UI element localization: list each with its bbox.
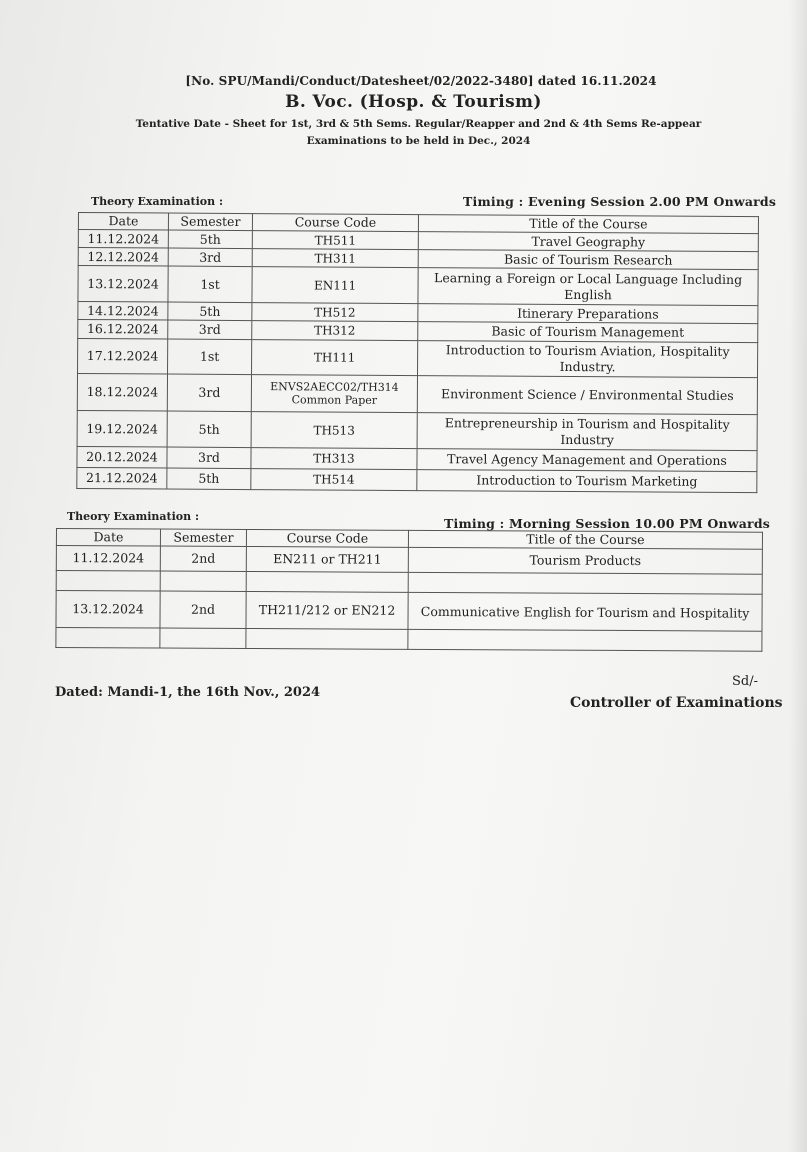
course-code: TH211/212 or EN212 xyxy=(246,591,408,629)
exam-date: 18.12.2024 xyxy=(77,374,167,412)
course-code: TH312 xyxy=(252,321,418,341)
table-row xyxy=(77,374,757,415)
exam-date: 11.12.2024 xyxy=(78,230,168,249)
course-code: EN111 xyxy=(252,267,418,304)
evening-timing: Timing : Evening Session 2.00 PM Onwards xyxy=(463,194,777,209)
table-row xyxy=(78,339,758,378)
table-row xyxy=(56,628,762,652)
date-sheet-subtitle: Tentative Date - Sheet for 1st, 3rd & 5th Sems. Regular/Reapper and 2nd & 4th Sems Re-appear xyxy=(135,118,702,130)
exam-date xyxy=(56,571,160,592)
table-row xyxy=(56,546,762,575)
course-code: TH512 xyxy=(252,303,418,322)
exam-date: 19.12.2024 xyxy=(77,410,167,447)
course-code: TH513 xyxy=(251,412,417,449)
page-shadow xyxy=(789,0,807,1152)
column-header: Course Code xyxy=(246,529,408,547)
exam-date: 20.12.2024 xyxy=(77,446,167,468)
evening-exam-table xyxy=(76,212,759,493)
exam-date: 11.12.2024 xyxy=(56,546,160,572)
column-header: Date xyxy=(78,213,168,231)
course-title: Travel Agency Management and Operations xyxy=(417,449,757,472)
morning-exam-table xyxy=(55,528,763,652)
course-title xyxy=(408,629,762,651)
table-row xyxy=(56,591,762,632)
course-title: Learning a Foreign or Local Language Including English xyxy=(418,268,758,306)
column-header: Title of the Course xyxy=(418,215,758,234)
course-title: Travel Geography xyxy=(418,232,758,252)
column-header: Semester xyxy=(168,213,252,231)
course-code: EN211 or TH211 xyxy=(246,546,408,572)
column-header: Date xyxy=(56,529,160,547)
course-title: Basic of Tourism Management xyxy=(418,322,758,343)
semester: 5th xyxy=(167,411,251,448)
column-header: Semester xyxy=(160,529,246,546)
exam-date: 21.12.2024 xyxy=(77,467,167,489)
semester: 2nd xyxy=(160,546,246,571)
semester: 3rd xyxy=(167,374,251,412)
column-header: Course Code xyxy=(252,214,418,232)
semester xyxy=(160,571,246,591)
document-header xyxy=(0,74,807,147)
exam-date: 12.12.2024 xyxy=(78,248,168,267)
exam-date xyxy=(56,628,160,649)
semester: 1st xyxy=(168,266,252,303)
exam-date: 16.12.2024 xyxy=(78,320,168,340)
evening-section-label: Theory Examination : xyxy=(91,195,224,208)
semester: 5th xyxy=(167,468,251,490)
course-code xyxy=(246,628,408,649)
course-code: TH313 xyxy=(251,448,417,470)
examination-period: Examinations to be held in Dec., 2024 xyxy=(306,135,531,147)
semester: 3rd xyxy=(167,447,251,469)
course-title xyxy=(408,572,762,594)
course-title: Entrepreneurship in Tourism and Hospitality Industry xyxy=(417,413,757,451)
exam-date: 17.12.2024 xyxy=(78,339,168,375)
semester: 3rd xyxy=(168,320,252,340)
course-code: TH311 xyxy=(252,249,418,268)
morning-timing: Timing : Morning Session 10.00 PM Onwards xyxy=(444,516,771,531)
semester: 1st xyxy=(168,339,252,375)
semester: 5th xyxy=(168,230,252,249)
course-title: Communicative English for Tourism and Hospitality xyxy=(408,592,762,631)
semester xyxy=(160,628,246,648)
course-title: Introduction to Tourism Marketing xyxy=(417,470,757,493)
course-title: Tourism Products xyxy=(408,547,762,574)
semester: 3rd xyxy=(168,248,252,267)
course-code: ENVS2AECC02/TH314 Common Paper xyxy=(251,375,417,413)
course-code: TH511 xyxy=(252,231,418,250)
course-code xyxy=(246,571,408,592)
course-code: TH514 xyxy=(251,469,417,491)
table-row xyxy=(77,467,757,492)
exam-date: 13.12.2024 xyxy=(78,266,168,303)
course-title: Itinerary Preparations xyxy=(418,304,758,324)
table-row xyxy=(77,410,757,450)
signatory-title: Controller of Examinations xyxy=(570,695,783,711)
course-title: Introduction to Tourism Aviation, Hospitality Industry. xyxy=(418,341,758,378)
reference-number: [No. SPU/Mandi/Conduct/Datesheet/02/2022-3480] dated 16.11.2024 xyxy=(185,74,657,88)
column-header: Title of the Course xyxy=(408,530,762,549)
course-code: TH111 xyxy=(252,340,418,376)
semester: 5th xyxy=(168,302,252,321)
signature-mark: Sd/- xyxy=(732,674,758,689)
exam-date: 14.12.2024 xyxy=(78,302,168,321)
morning-section-label: Theory Examination : xyxy=(67,510,200,523)
course-title: Basic of Tourism Research xyxy=(418,250,758,270)
issue-date-place: Dated: Mandi-1, the 16th Nov., 2024 xyxy=(55,685,321,700)
course-title: Environment Science / Environmental Studies xyxy=(417,376,757,415)
programme-title: B. Voc. (Hosp. & Tourism) xyxy=(285,92,542,112)
table-row xyxy=(78,266,758,306)
exam-date: 13.12.2024 xyxy=(56,591,160,629)
semester: 2nd xyxy=(160,591,246,628)
